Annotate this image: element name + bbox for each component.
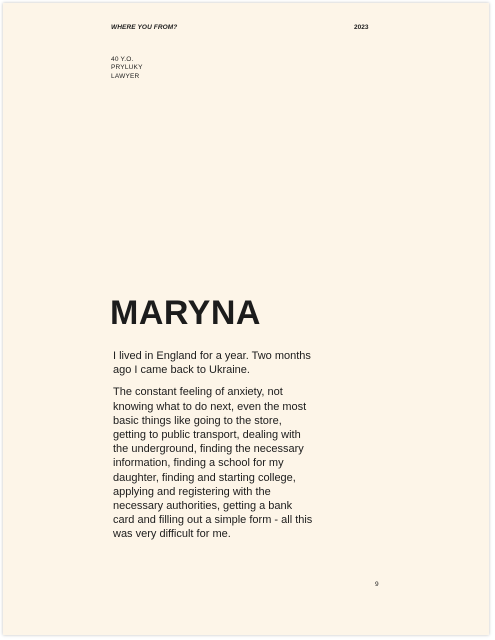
publication-title: WHERE YOU FROM? xyxy=(111,24,178,31)
person-profession: LAWYER xyxy=(111,72,140,80)
person-meta xyxy=(111,56,143,81)
person-age: 40 Y.O. xyxy=(111,56,134,63)
publication-year: 2023 xyxy=(354,24,369,31)
story-text xyxy=(113,349,313,550)
story-paragraph: I lived in England for a year. Two months ago I came back to Ukraine. xyxy=(113,350,311,377)
person-name: MARYNA xyxy=(110,294,261,332)
page-number: 9 xyxy=(375,581,379,588)
page xyxy=(3,3,489,635)
story-paragraph: The constant feeling of anxiety, not knowing what to do next, even the most basic things like going to the store, getting to public transport, dealing with the underground, finding the necessary information, finding a school for my daughter, finding and starting college, applying and registering with the necessary authorities, getting a bank card and filling out a simple form - all this was very difficult for me. xyxy=(113,386,313,541)
person-city: PRYLUKY xyxy=(111,64,143,72)
